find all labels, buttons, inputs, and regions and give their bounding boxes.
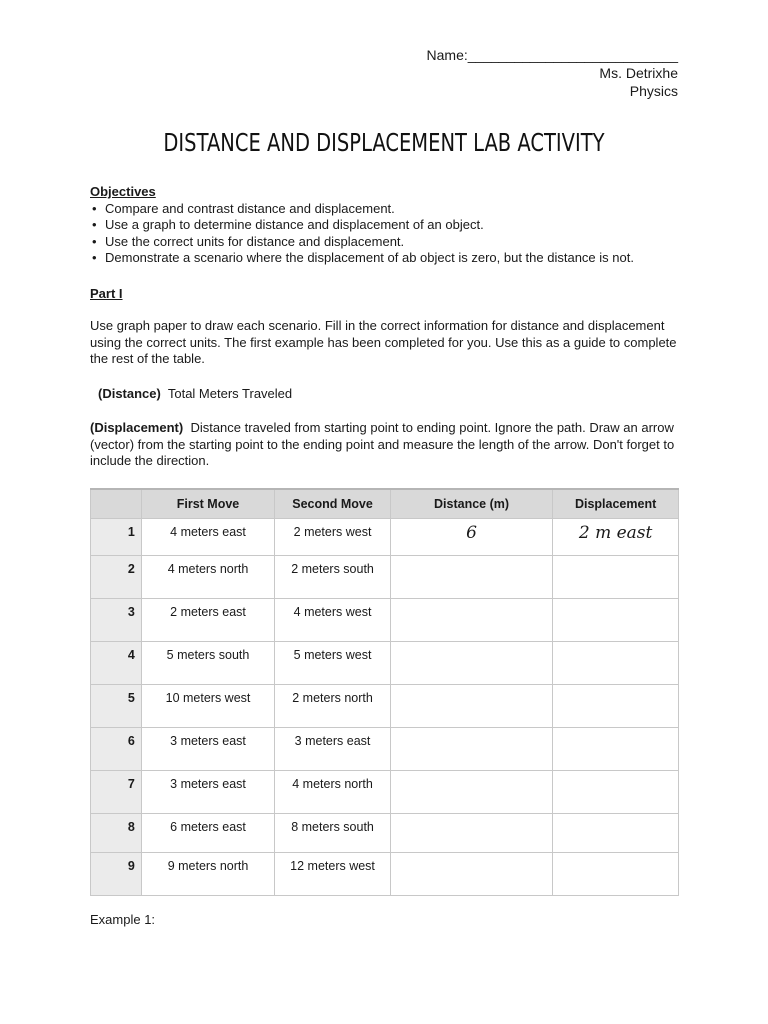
second-move-cell: 2 meters west xyxy=(275,519,391,556)
displacement-cell[interactable] xyxy=(553,556,679,599)
part1-heading: Part I xyxy=(90,286,123,301)
distance-cell[interactable] xyxy=(390,556,552,599)
second-move-cell: 2 meters south xyxy=(275,556,391,599)
second-move-cell: 3 meters east xyxy=(275,728,391,771)
displacement-cell[interactable] xyxy=(553,771,679,814)
row-number: 8 xyxy=(91,814,142,853)
page-title: DISTANCE AND DISPLACEMENT LAB ACTIVITY xyxy=(163,128,605,157)
displacement-definition xyxy=(90,420,682,470)
second-move-cell: 12 meters west xyxy=(275,853,391,896)
table-row xyxy=(91,642,679,685)
displacement-cell[interactable] xyxy=(553,685,679,728)
distance-def-text: Total Meters Traveled xyxy=(167,386,293,401)
objective-item: • Use the correct units for distance and displacement. xyxy=(90,234,682,251)
table-row xyxy=(91,728,679,771)
row-number: 7 xyxy=(91,771,142,814)
subject-name: Physics xyxy=(629,83,678,99)
objective-item: • Use a graph to determine distance and displacement of an object. xyxy=(90,217,682,234)
objectives-section xyxy=(90,184,682,267)
distance-cell[interactable] xyxy=(390,728,552,771)
distance-definition xyxy=(90,386,690,403)
row-number: 3 xyxy=(91,599,142,642)
row-number: 4 xyxy=(91,642,142,685)
part1-intro: Use graph paper to draw each scenario. Fill in the correct information for distance and displacement using the correct units. The first example has been completed for you. Use this as a guide to complete the rest of the table. xyxy=(90,318,677,366)
distance-cell[interactable] xyxy=(390,814,552,853)
displacement-cell[interactable] xyxy=(553,599,679,642)
table-row xyxy=(91,519,679,556)
table-row xyxy=(91,599,679,642)
first-move-cell: 3 meters east xyxy=(141,728,274,771)
first-move-cell: 5 meters south xyxy=(141,642,274,685)
distance-cell[interactable] xyxy=(390,685,552,728)
header-number xyxy=(91,489,142,519)
first-move-cell: 2 meters east xyxy=(141,599,274,642)
displacement-cell[interactable] xyxy=(553,853,679,896)
displacement-cell[interactable]: 2 m east xyxy=(553,519,679,556)
row-number: 2 xyxy=(91,556,142,599)
distance-cell[interactable] xyxy=(390,771,552,814)
displacement-cell[interactable] xyxy=(553,728,679,771)
displacement-term: (Displacement) xyxy=(90,420,184,435)
table-row xyxy=(91,853,679,896)
table-row xyxy=(91,685,679,728)
lab-table xyxy=(90,488,679,896)
header-distance: Distance (m) xyxy=(390,489,552,519)
header-block xyxy=(427,46,678,100)
objective-item: • Compare and contrast distance and displacement. xyxy=(90,201,682,218)
table-row xyxy=(91,814,679,853)
second-move-cell: 4 meters north xyxy=(275,771,391,814)
distance-cell[interactable] xyxy=(390,642,552,685)
distance-cell[interactable] xyxy=(390,853,552,896)
objectives-list xyxy=(90,201,682,267)
first-move-cell: 3 meters east xyxy=(141,771,274,814)
first-move-cell: 4 meters east xyxy=(141,519,274,556)
teacher-name: Ms. Detrixhe xyxy=(599,65,678,81)
distance-cell[interactable] xyxy=(390,599,552,642)
name-line: Name:___________________________ xyxy=(426,47,678,63)
header-second-move: Second Move xyxy=(275,489,391,519)
first-move-cell: 10 meters west xyxy=(141,685,274,728)
displacement-def-text: Distance traveled from starting point to ending point. Ignore the path. Draw an arrow (vector) from the starting point to the ending point and measure the length of the arrow. Don't forget to include the direction. xyxy=(90,420,675,468)
objectives-heading: Objectives xyxy=(90,184,156,199)
row-number: 5 xyxy=(91,685,142,728)
second-move-cell: 8 meters south xyxy=(275,814,391,853)
header-displacement: Displacement xyxy=(553,489,679,519)
table-row xyxy=(91,771,679,814)
row-number: 1 xyxy=(91,519,142,556)
first-move-cell: 4 meters north xyxy=(141,556,274,599)
distance-term: (Distance) xyxy=(98,386,161,401)
row-number: 9 xyxy=(91,853,142,896)
distance-cell[interactable]: 6 xyxy=(390,519,552,556)
displacement-cell[interactable] xyxy=(553,642,679,685)
second-move-cell: 5 meters west xyxy=(275,642,391,685)
second-move-cell: 4 meters west xyxy=(275,599,391,642)
row-number: 6 xyxy=(91,728,142,771)
second-move-cell: 2 meters north xyxy=(275,685,391,728)
first-move-cell: 9 meters north xyxy=(141,853,274,896)
first-move-cell: 6 meters east xyxy=(141,814,274,853)
example-label: Example 1: xyxy=(90,912,156,927)
table-header-row xyxy=(91,489,679,519)
table-row xyxy=(91,556,679,599)
objective-item: • Demonstrate a scenario where the displacement of ab object is zero, but the distance is not. xyxy=(90,250,682,267)
header-first-move: First Move xyxy=(141,489,274,519)
displacement-cell[interactable] xyxy=(553,814,679,853)
